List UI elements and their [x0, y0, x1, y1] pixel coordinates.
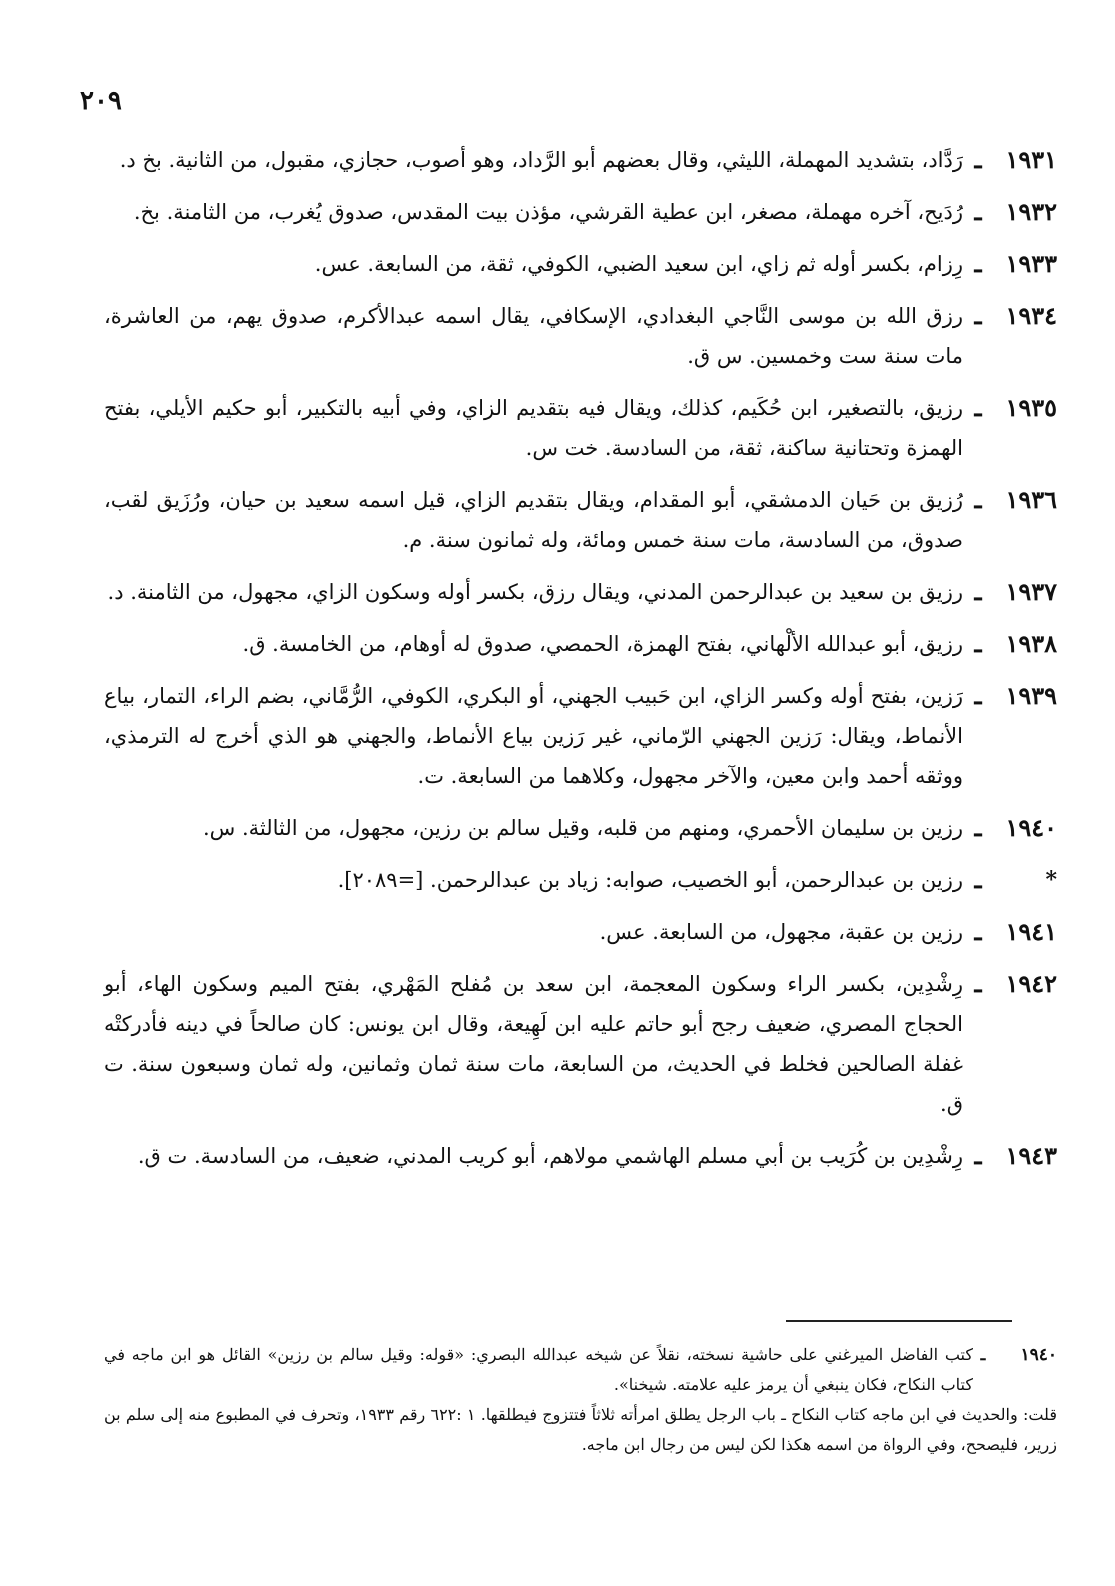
entry — [104, 140, 1057, 180]
entry-number: ١٩٣١ — [1005, 145, 1057, 174]
entry-text: رزين بن عقبة، مجهول، من السابعة. عس. — [599, 920, 963, 944]
entries-list — [104, 140, 1057, 1188]
entry-text: رَزين، بفتح أوله وكسر الزاي، ابن حَبيب الجهني، أو البكري، الكوفي، الرُّمَّاني، بضم الراء، التمار، بياع الأنماط، ويقال: رَزين الجهني الرّماني، غير رَزين بياع الأنماط، والجهني هو الذي أخرج له الترمذي، ووثقه أحمد وابن معين، والآخر مجهول، وكلاهما من السابعة. ت. — [104, 684, 963, 788]
entry-text: رزيق بن سعيد بن عبدالرحمن المدني، ويقال رزق، بكسر أوله وسكون الزاي، مجهول، من الثامنة. د. — [107, 580, 963, 604]
entry-number: ١٩٤١ — [1005, 917, 1057, 946]
entry — [104, 296, 1057, 376]
entry-dash: ـ — [974, 969, 982, 998]
entry-dash: ـ — [974, 145, 982, 174]
entry-text: رزيق، أبو عبدالله الألْهاني، بفتح الهمزة، الحمصي، صدوق له أوهام، من الخامسة. ق. — [242, 632, 963, 656]
entry-dash: ـ — [974, 1141, 982, 1170]
page-number: ٢٠٩ — [80, 86, 122, 116]
footnotes — [104, 1340, 1057, 1460]
entry — [104, 912, 1057, 952]
footnote-paragraph: قلت: والحديث في ابن ماجه كتاب النكاح ـ باب الرجل يطلق امرأته ثلاثاً فتتزوج فيطلقها. ١ :٦٢٢ رقم ١٩٣٣، وتحرف في المطبوع منه إلى سلم بن زرير، فليصحح، وفي الرواة من اسمه هكذا لكن ليس من رجال ابن ماجه. — [104, 1405, 1058, 1454]
entry-text: رزين بن سليمان الأحمري، ومنهم من قلبه، وقيل سالم بن رزين، مجهول، من الثالثة. س. — [202, 816, 963, 840]
entry-dash: ـ — [974, 197, 982, 226]
entry — [104, 572, 1057, 612]
entry-dash: ـ — [974, 681, 982, 710]
entry-dash: ـ — [974, 917, 982, 946]
entry-number: ١٩٤٢ — [1005, 969, 1057, 998]
entry-number: ١٩٣٩ — [1005, 681, 1057, 710]
footnote-number: ١٩٤٠ — [1020, 1345, 1057, 1365]
entry — [104, 676, 1057, 796]
entry-number: ١٩٣٨ — [1005, 629, 1057, 658]
entry-dash: ـ — [974, 629, 982, 658]
entry-number: ١٩٣٢ — [1005, 197, 1057, 226]
footnote-dash: ـ — [980, 1345, 986, 1364]
entry — [104, 1136, 1057, 1176]
entry-text: رِشْدِين، بكسر الراء وسكون المعجمة، ابن سعد بن مُفلح المَهْري، بفتح الميم وسكون الهاء، أبو الحجاج المصري، ضعيف رجح أبو حاتم عليه ابن لَهِيعة، وقال ابن يونس: كان صالحاً في دينه فأدركتْه غفلة الصالحين فخلط في الحديث، من السابعة، مات سنة ثمان وثمانين، وله ثمان وسبعون سنة. ت ق. — [104, 972, 963, 1116]
entry-text: رزين بن عبدالرحمن، أبو الخصيب، صوابه: زياد بن عبدالرحمن. [=٢٠٨٩]. — [337, 868, 963, 892]
entry-text: رُدَيح، آخره مهملة، مصغر، ابن عطية القرشي، مؤذن بيت المقدس، صدوق يُغرب، من الثامنة. بخ. — [133, 200, 963, 224]
star-marker: * — [1045, 867, 1057, 893]
entry-cross-reference — [104, 860, 1057, 900]
entry — [104, 624, 1057, 664]
entry-text: رزيق، بالتصغير، ابن حُكَيم، كذلك، ويقال فيه بتقديم الزاي، وفي أبيه بالتكبير، أبو حكيم الأيلي، بفتح الهمزة وتحتانية ساكنة، ثقة، من السادسة. خت س. — [104, 396, 963, 460]
entry-dash: ـ — [974, 577, 982, 606]
entry — [104, 192, 1057, 232]
entry-dash: ـ — [974, 865, 982, 894]
entry-text: رِزام، بكسر أوله ثم زاي، ابن سعيد الضبي، الكوفي، ثقة، من السابعة. عس. — [314, 252, 963, 276]
entry-dash: ـ — [974, 813, 982, 842]
entry — [104, 388, 1057, 468]
entry — [104, 244, 1057, 284]
entry — [104, 808, 1057, 848]
entry-text: رَدَّاد، بتشديد المهملة، الليثي، وقال بعضهم أبو الرَّداد، وهو أصوب، حجازي، مقبول، من الثانية. بخ د. — [119, 148, 963, 172]
entry-number: ١٩٣٣ — [1005, 249, 1057, 278]
entry-number: ١٩٤٠ — [1005, 813, 1057, 842]
entry-text: رُزيق بن حَيان الدمشقي، أبو المقدام، ويقال بتقديم الزاي، قيل اسمه سعيد بن حيان، ورُزَيق لقب، صدوق، من السادسة، مات سنة خمس ومائة، وله ثمانون سنة. م. — [104, 488, 963, 552]
entry-number: ١٩٣٥ — [1005, 393, 1057, 422]
footnote-text: كتب الفاضل الميرغني على حاشية نسخته، نقلاً عن شيخه عبدالله البصري: «قوله: وقيل سالم بن رزين» القائل هو ابن ماجه في كتاب النكاح، فكان ينبغي أن يرمز عليه علامته. شيخنا». — [104, 1345, 973, 1394]
entry — [104, 964, 1057, 1124]
entry-number: ١٩٤٣ — [1005, 1141, 1057, 1170]
entry-number: ١٩٣٧ — [1005, 577, 1057, 606]
entry-number: ١٩٣٤ — [1005, 301, 1057, 330]
entry-text: رزق الله بن موسى النَّاجي البغدادي، الإسكافي، يقال اسمه عبدالأكرم، صدوق يهم، من العاشرة، مات سنة ست وخمسين. س ق. — [104, 304, 963, 368]
entry-number: ١٩٣٦ — [1005, 485, 1057, 514]
entry-dash: ـ — [974, 393, 982, 422]
entry-dash: ـ — [974, 485, 982, 514]
footnote — [104, 1340, 1057, 1400]
entry-text: رِشْدِين بن كُرَيب بن أبي مسلم الهاشمي مولاهم، أبو كريب المدني، ضعيف، من السادسة. ت ق. — [137, 1144, 963, 1168]
footnote-separator — [786, 1320, 1012, 1322]
entry-dash: ـ — [974, 249, 982, 278]
entry — [104, 480, 1057, 560]
entry-dash: ـ — [974, 301, 982, 330]
